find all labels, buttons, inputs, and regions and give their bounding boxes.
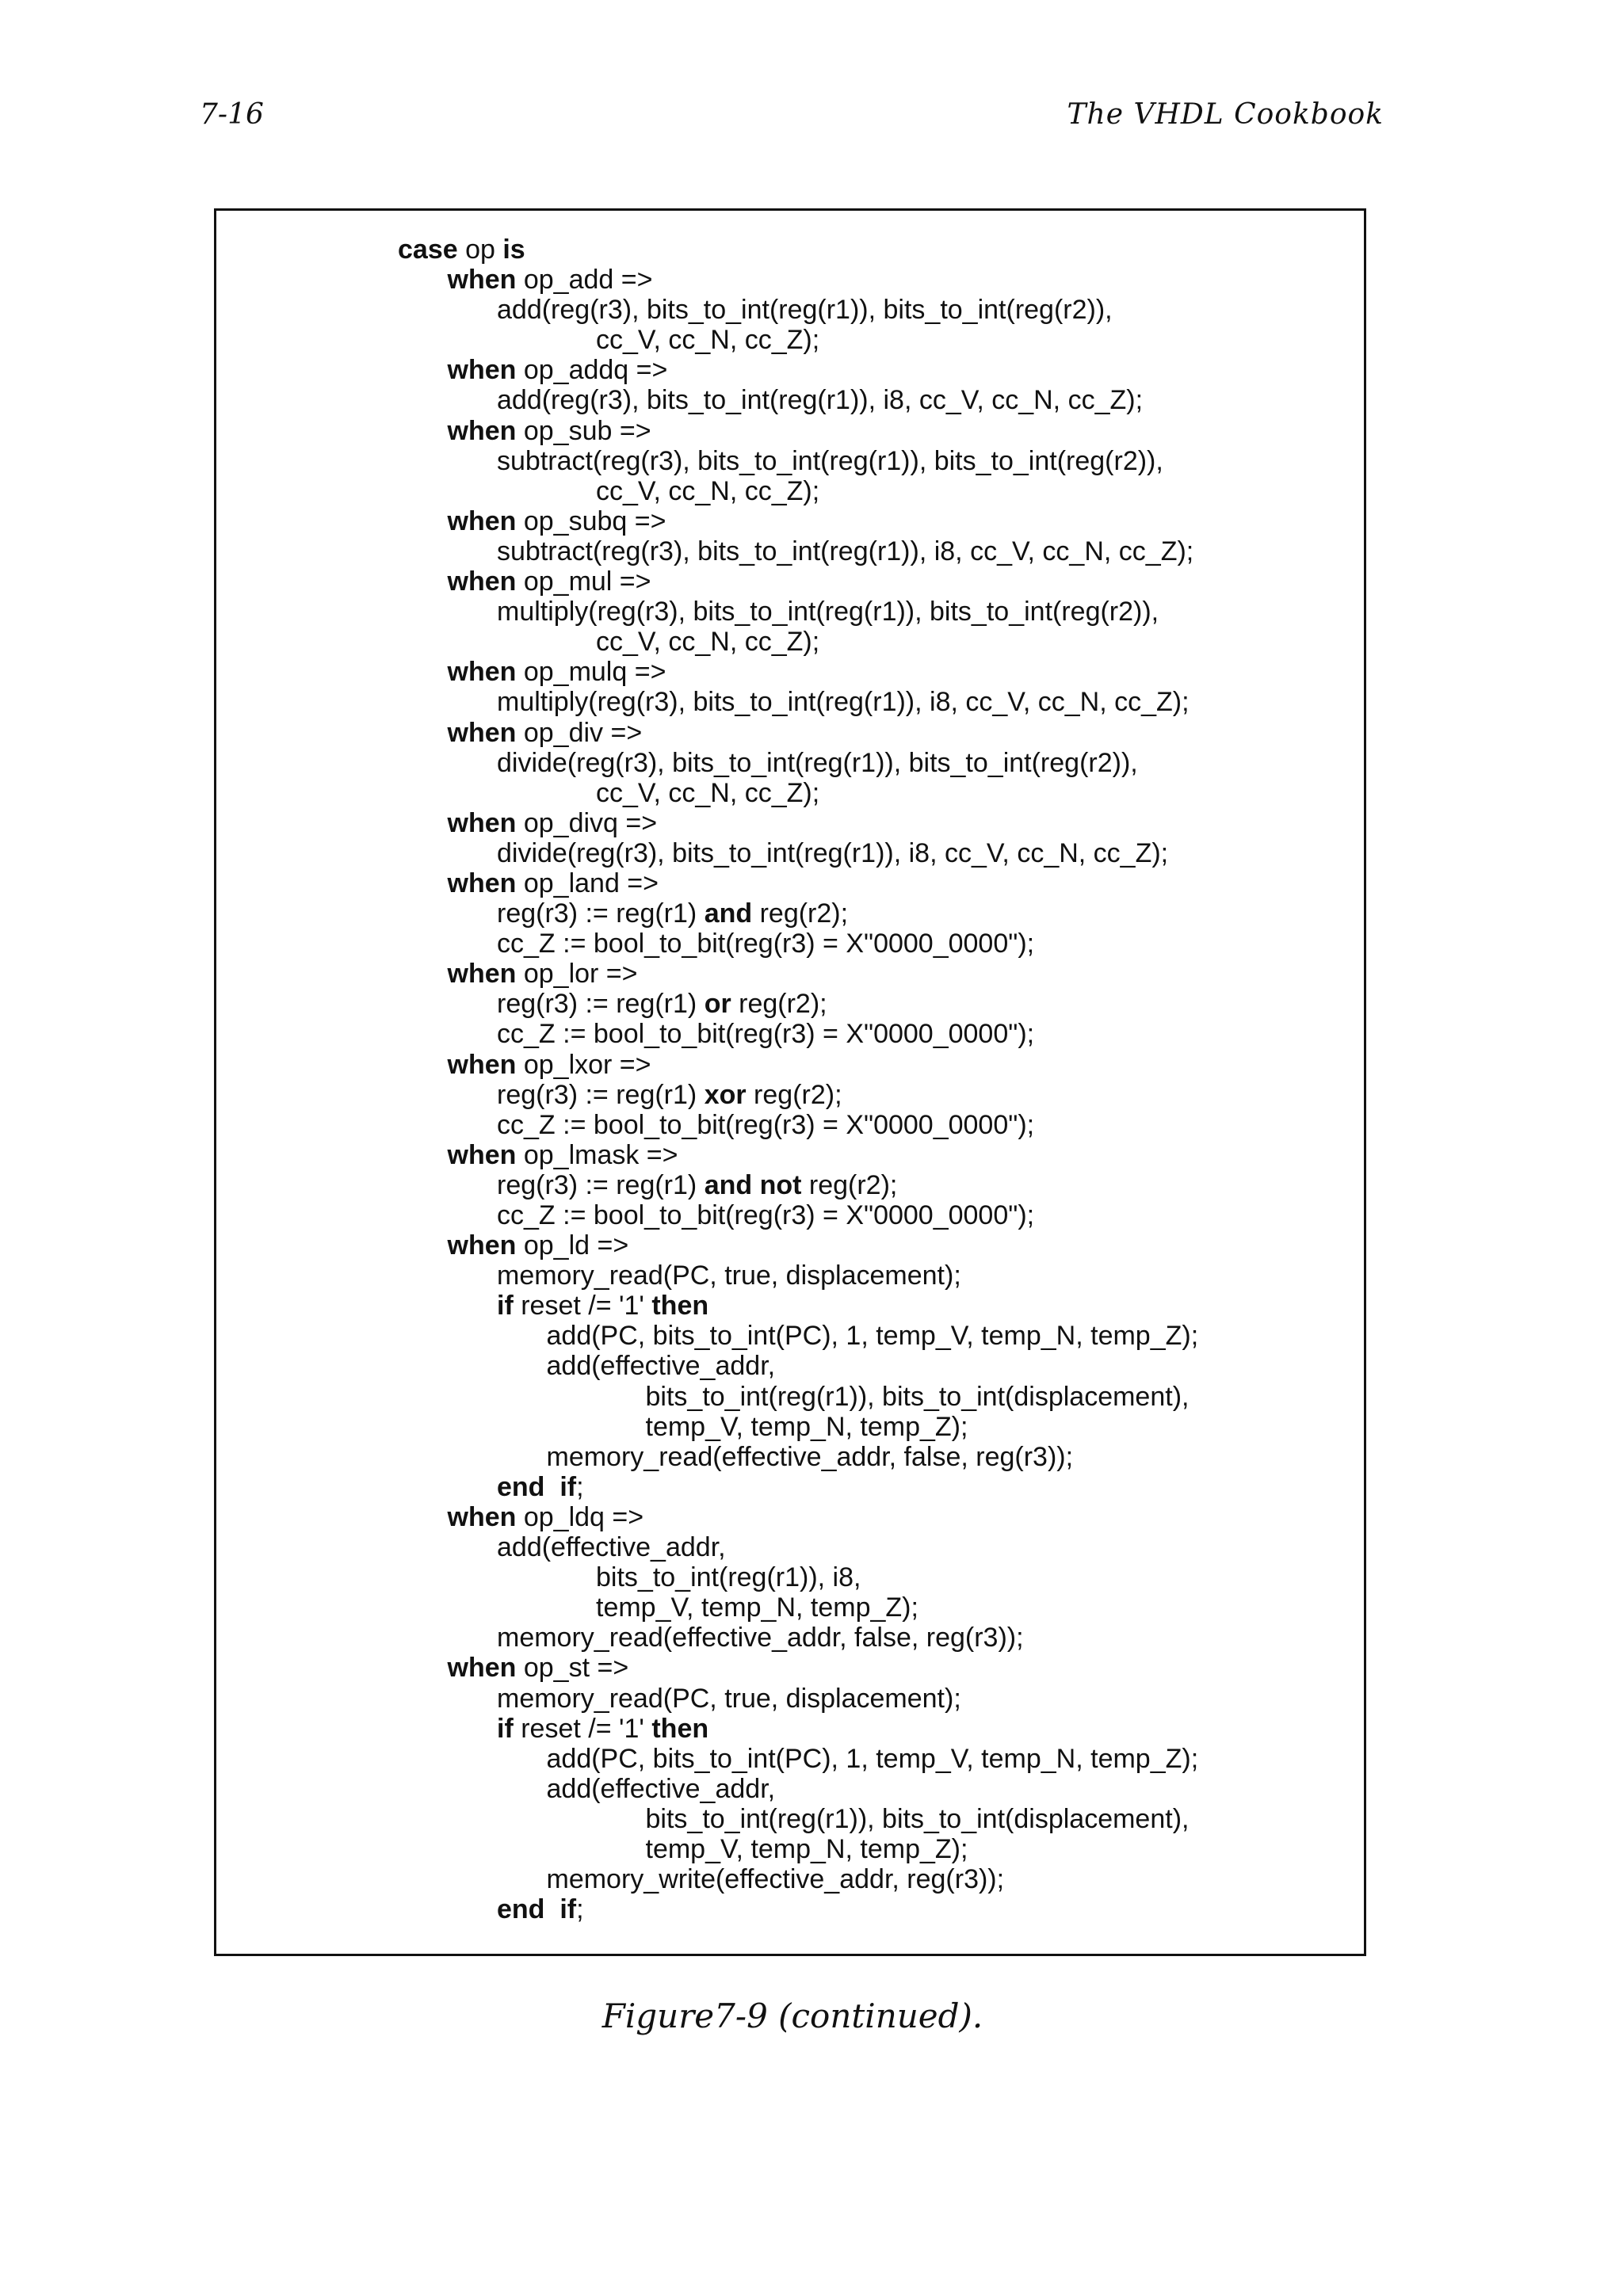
code-text: ; (576, 1471, 584, 1502)
code-line (398, 687, 1198, 717)
code-line (398, 597, 1198, 627)
code-text: reset /= '1' (513, 1291, 652, 1322)
code-line (398, 1019, 1198, 1049)
code-text: ; (576, 1894, 584, 1925)
code-line (398, 295, 1198, 325)
code-line (398, 929, 1198, 959)
code-keyword: or (704, 989, 731, 1020)
code-text: temp_V, temp_N, temp_Z); (645, 1833, 968, 1864)
code-text: cc_V, cc_N, cc_Z); (596, 475, 820, 506)
code-keyword: when (447, 505, 517, 536)
code-line (398, 1804, 1198, 1834)
code-text: bits_to_int(reg(r1)), bits_to_int(displacement), (645, 1803, 1190, 1834)
code-text: op_ld => (516, 1230, 629, 1261)
code-text: bits_to_int(reg(r1)), bits_to_int(displacement), (645, 1381, 1190, 1412)
code-keyword: and not (704, 1169, 802, 1200)
code-line (398, 748, 1198, 778)
code-text: temp_V, temp_N, temp_Z); (645, 1411, 968, 1442)
code-keyword: if (497, 1713, 514, 1744)
code-keyword: xor (704, 1079, 747, 1110)
code-line (398, 1412, 1198, 1442)
code-text: add(effective_addr, (546, 1773, 776, 1804)
code-text: op_st => (516, 1653, 629, 1684)
code-line (398, 506, 1198, 536)
code-line (398, 838, 1198, 868)
code-text: op_lor => (516, 959, 638, 990)
code-line (398, 566, 1198, 597)
code-text: divide(reg(r3), bits_to_int(reg(r1)), i8, cc_V, cc_N, cc_Z); (497, 837, 1169, 868)
code-text: cc_V, cc_N, cc_Z); (596, 325, 820, 356)
code-text: memory_read(PC, true, displacement); (497, 1683, 961, 1714)
code-line (398, 1291, 1198, 1321)
code-keyword: when (447, 1501, 517, 1532)
code-text: add(reg(r3), bits_to_int(reg(r1)), i8, cc_V, cc_N, cc_Z); (497, 385, 1144, 416)
code-line (398, 1382, 1198, 1412)
code-keyword: when (447, 717, 517, 748)
figure-caption: Figure7-9 (continued). (601, 1997, 983, 2035)
code-keyword: is (502, 235, 525, 265)
code-text: op_divq => (516, 807, 658, 838)
code-line (398, 1532, 1198, 1562)
running-title: The VHDL Cookbook (1067, 98, 1384, 131)
code-line (398, 959, 1198, 989)
code-line (398, 1140, 1198, 1170)
code-keyword: when (447, 657, 517, 688)
code-text: op_mulq => (516, 657, 666, 688)
code-line (398, 446, 1198, 476)
code-text: op_div => (516, 717, 643, 748)
code-text: cc_Z := bool_to_bit(reg(r3) = X"0000_0000"); (497, 1200, 1035, 1230)
code-text: reg(r2); (731, 989, 827, 1020)
code-keyword: end if (497, 1471, 577, 1502)
code-line (398, 476, 1198, 506)
code-listing (398, 235, 1198, 1924)
code-keyword: when (447, 566, 517, 597)
code-line (398, 1200, 1198, 1230)
code-text: memory_read(effective_addr, false, reg(r3)); (497, 1623, 1024, 1653)
code-line (398, 536, 1198, 566)
code-line (398, 1834, 1198, 1864)
code-line (398, 385, 1198, 415)
code-line (398, 1653, 1198, 1683)
code-keyword: when (447, 355, 517, 386)
code-keyword: when (447, 807, 517, 838)
code-line (398, 1170, 1198, 1200)
code-text: reg(r2); (752, 898, 849, 929)
code-text: add(reg(r3), bits_to_int(reg(r1)), bits_to_int(reg(r2)), (497, 295, 1113, 326)
code-line (398, 1684, 1198, 1714)
code-line (398, 1472, 1198, 1502)
code-text: memory_read(PC, true, displacement); (497, 1261, 961, 1291)
code-text: op_lmask => (516, 1139, 678, 1170)
code-line (398, 627, 1198, 657)
code-text: multiply(reg(r3), bits_to_int(reg(r1)), bits_to_int(reg(r2)), (497, 597, 1159, 627)
code-line (398, 657, 1198, 687)
code-text: temp_V, temp_N, temp_Z); (596, 1592, 918, 1623)
code-text: reg(r3) := reg(r1) (497, 1079, 705, 1110)
code-line (398, 1110, 1198, 1140)
code-text: bits_to_int(reg(r1)), i8, (596, 1562, 861, 1593)
code-line (398, 1714, 1198, 1744)
code-text: cc_Z := bool_to_bit(reg(r3) = X"0000_0000"); (497, 1019, 1035, 1050)
code-text: add(effective_addr, (546, 1351, 776, 1382)
code-line (398, 868, 1198, 898)
code-text: subtract(reg(r3), bits_to_int(reg(r1)), i8, cc_V, cc_N, cc_Z); (497, 536, 1194, 566)
code-keyword: when (447, 265, 517, 296)
code-line (398, 1774, 1198, 1804)
code-text: memory_write(effective_addr, reg(r3)); (546, 1864, 1005, 1895)
code-line (398, 1744, 1198, 1774)
code-text: op_mul => (516, 566, 651, 597)
code-keyword: then (651, 1713, 709, 1744)
code-line (398, 1864, 1198, 1894)
code-line (398, 808, 1198, 838)
code-line (398, 1894, 1198, 1924)
code-keyword: when (447, 415, 517, 446)
code-text: op_sub => (516, 415, 651, 446)
code-line (398, 416, 1198, 446)
code-line (398, 1442, 1198, 1472)
code-line (398, 1261, 1198, 1291)
code-text: reg(r2); (801, 1169, 898, 1200)
code-text: cc_V, cc_N, cc_Z); (596, 627, 820, 658)
code-text: add(PC, bits_to_int(PC), 1, temp_V, temp_N, temp_Z); (546, 1321, 1199, 1352)
code-text: cc_V, cc_N, cc_Z); (596, 777, 820, 808)
code-line (398, 1623, 1198, 1653)
code-line (398, 898, 1198, 929)
code-line (398, 1502, 1198, 1532)
code-keyword: and (704, 898, 753, 929)
code-text: op_ldq => (516, 1501, 644, 1532)
code-keyword: when (447, 1653, 517, 1684)
code-text: op_subq => (516, 505, 666, 536)
code-line (398, 355, 1198, 385)
page-number: 7-16 (200, 98, 264, 131)
code-line (398, 1050, 1198, 1080)
code-line (398, 1562, 1198, 1592)
code-text: subtract(reg(r3), bits_to_int(reg(r1)), bits_to_int(reg(r2)), (497, 445, 1163, 476)
code-text: op_lxor => (516, 1049, 651, 1080)
code-line (398, 1230, 1198, 1261)
code-line (398, 265, 1198, 295)
code-line (398, 1080, 1198, 1110)
code-text: op (457, 235, 503, 265)
code-keyword: when (447, 1230, 517, 1261)
code-text: cc_Z := bool_to_bit(reg(r3) = X"0000_0000"); (497, 929, 1035, 959)
code-keyword: then (651, 1291, 709, 1322)
code-line (398, 325, 1198, 355)
code-line (398, 235, 1198, 265)
code-keyword: when (447, 959, 517, 990)
code-keyword: when (447, 1049, 517, 1080)
code-text: reset /= '1' (513, 1713, 652, 1744)
code-text: op_land => (516, 868, 659, 898)
code-line (398, 989, 1198, 1019)
code-text: reg(r3) := reg(r1) (497, 898, 705, 929)
code-text: op_addq => (516, 355, 668, 386)
code-line (398, 1592, 1198, 1623)
code-keyword: end if (497, 1894, 577, 1925)
code-text: op_add => (516, 265, 653, 296)
code-text: reg(r2); (746, 1079, 842, 1110)
code-line (398, 1351, 1198, 1381)
code-line (398, 778, 1198, 808)
code-keyword: case (398, 235, 458, 265)
code-box (214, 208, 1366, 1956)
code-text: reg(r3) := reg(r1) (497, 1169, 705, 1200)
code-keyword: when (447, 868, 517, 898)
code-text: add(PC, bits_to_int(PC), 1, temp_V, temp_N, temp_Z); (546, 1743, 1199, 1774)
code-text: reg(r3) := reg(r1) (497, 989, 705, 1020)
code-line (398, 718, 1198, 748)
code-text: multiply(reg(r3), bits_to_int(reg(r1)), i8, cc_V, cc_N, cc_Z); (497, 687, 1190, 718)
code-keyword: if (497, 1291, 514, 1322)
code-text: add(effective_addr, (497, 1532, 726, 1563)
code-text: memory_read(effective_addr, false, reg(r3)); (546, 1441, 1074, 1472)
code-line (398, 1321, 1198, 1351)
code-keyword: when (447, 1139, 517, 1170)
code-text: cc_Z := bool_to_bit(reg(r3) = X"0000_0000"); (497, 1109, 1035, 1140)
code-text: divide(reg(r3), bits_to_int(reg(r1)), bits_to_int(reg(r2)), (497, 747, 1138, 778)
